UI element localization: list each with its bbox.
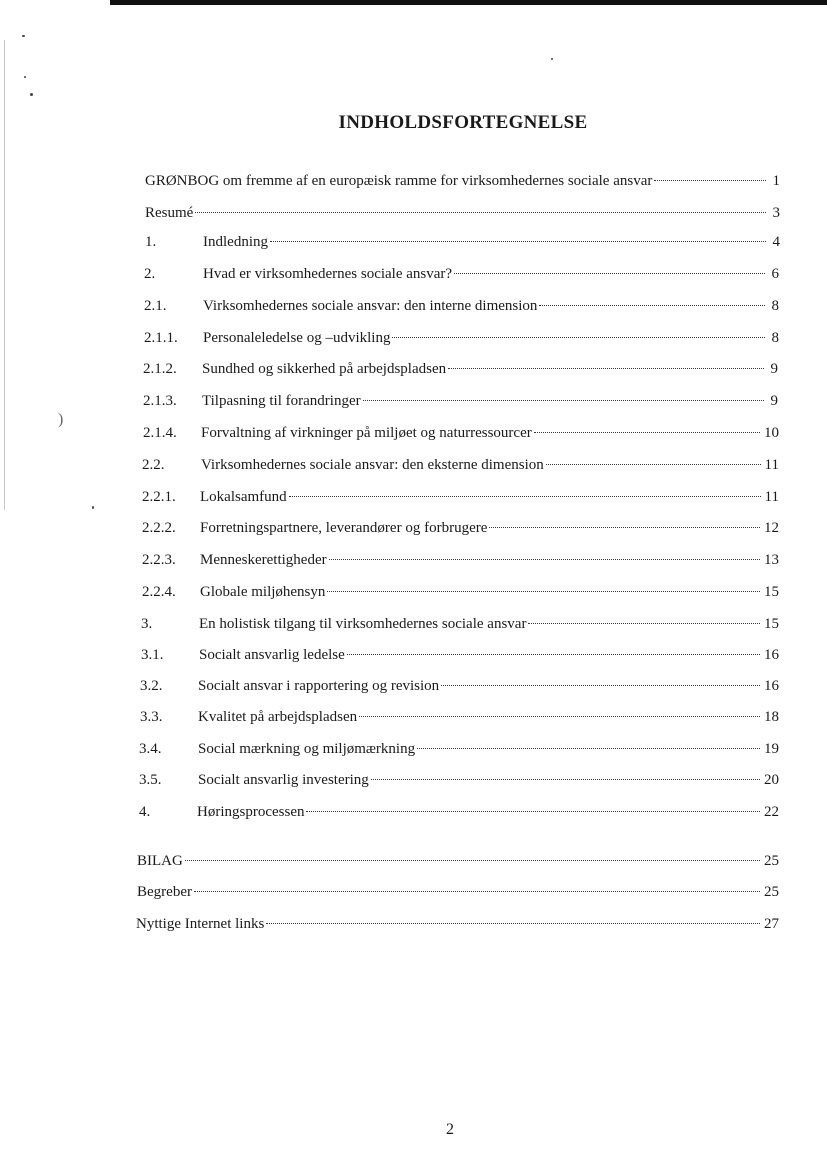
toc-entry-title: Hvad er virksomhedernes sociale ansvar? xyxy=(203,266,453,282)
toc-leader-dots xyxy=(534,431,760,433)
scan-margin-line xyxy=(4,40,5,510)
toc-page-number: 25 xyxy=(764,853,779,869)
scan-speck xyxy=(551,58,553,60)
toc-entry-title: Personaleledelse og –udvikling xyxy=(203,330,391,346)
toc-leader-dots xyxy=(266,922,760,924)
toc-leader-dots xyxy=(359,715,760,717)
toc-entry-title: Forretningspartnere, leverandører og forbrugere xyxy=(200,520,488,536)
toc-page-number: 15 xyxy=(764,584,779,600)
toc-entry-title: Kvalitet på arbejdspladsen xyxy=(198,709,358,725)
toc-page-number: 4 xyxy=(772,234,780,250)
toc-entry-title: Begreber xyxy=(137,884,192,900)
scan-speck xyxy=(22,35,25,37)
toc-page-number: 25 xyxy=(764,884,779,900)
toc-page-number: 12 xyxy=(764,520,779,536)
toc-leader-dots xyxy=(289,495,761,497)
toc-page-number: 19 xyxy=(764,741,779,757)
toc-entry xyxy=(142,520,779,537)
toc-entry-number: 2.2.2. xyxy=(142,520,176,536)
toc-entry xyxy=(142,457,779,474)
toc-page-number: 8 xyxy=(771,298,779,314)
toc-entry xyxy=(140,709,779,726)
toc-entry-title: Lokalsamfund xyxy=(200,489,287,505)
scan-speck xyxy=(92,506,94,509)
toc-entry-title: Virksomhedernes sociale ansvar: den eksterne dimension xyxy=(201,457,544,473)
toc-leader-dots xyxy=(270,240,766,242)
toc-entry-title: Social mærkning og miljømærkning xyxy=(198,741,416,757)
toc-leader-dots xyxy=(441,684,760,686)
toc-entry-number: 2.1. xyxy=(144,298,167,314)
scan-edge-bar xyxy=(110,0,827,5)
toc-entry xyxy=(141,616,779,633)
toc-leader-dots xyxy=(454,272,765,274)
toc-leader-dots xyxy=(194,890,760,892)
toc-entry-number: 4. xyxy=(139,804,151,820)
toc-entry-number: 2.2.4. xyxy=(142,584,176,600)
toc-leader-dots xyxy=(195,211,766,213)
toc-entry xyxy=(137,853,779,870)
toc-entry-title: Forvaltning af virkninger på miljøet og naturressourcer xyxy=(201,425,532,441)
toc-entry xyxy=(144,330,779,347)
toc-page-number: 13 xyxy=(764,552,779,568)
page-number: 2 xyxy=(446,1121,454,1138)
toc-page-number: 20 xyxy=(764,772,779,788)
toc-leader-dots xyxy=(185,859,760,861)
toc-entry-title: Virksomhedernes sociale ansvar: den interne dimension xyxy=(203,298,538,314)
toc-page-number: 11 xyxy=(764,457,779,473)
toc-leader-dots xyxy=(371,778,760,780)
toc-leader-dots xyxy=(539,304,765,306)
toc-page-number: 9 xyxy=(770,393,778,409)
toc-leader-dots xyxy=(306,810,760,812)
toc-entry-title: GRØNBOG om fremme af en europæisk ramme for virksomhedernes sociale ansvar xyxy=(145,173,653,189)
toc-entry-title: En holistisk tilgang til virksomhedernes sociale ansvar xyxy=(199,616,527,632)
toc-entry-title: Globale miljøhensyn xyxy=(200,584,326,600)
toc-page-number: 10 xyxy=(764,425,779,441)
toc-entry-number: 2. xyxy=(144,266,156,282)
toc-leader-dots xyxy=(329,558,760,560)
toc-page-number: 9 xyxy=(770,361,778,377)
toc-page-number: 15 xyxy=(764,616,779,632)
toc-entry-number: 3.2. xyxy=(140,678,163,694)
toc-page-number: 6 xyxy=(771,266,779,282)
toc-leader-dots xyxy=(546,463,761,465)
toc-entry-number: 2.1.1. xyxy=(144,330,178,346)
toc-leader-dots xyxy=(327,590,760,592)
toc-page-number: 3 xyxy=(772,205,780,221)
toc-leader-dots xyxy=(392,336,765,338)
toc-page-number: 27 xyxy=(764,916,779,932)
toc-leader-dots xyxy=(489,526,760,528)
toc-entry xyxy=(142,552,779,569)
toc-entry xyxy=(143,393,778,410)
toc-entry-number: 3.5. xyxy=(139,772,162,788)
toc-leader-dots xyxy=(654,179,766,181)
toc-entry xyxy=(143,361,778,378)
toc-entry xyxy=(143,425,779,442)
toc-entry-title: Nyttige Internet links xyxy=(136,916,265,932)
toc-entry-number: 2.1.4. xyxy=(143,425,177,441)
toc-entry xyxy=(137,884,779,901)
toc-entry-title: BILAG xyxy=(137,853,183,869)
toc-entry xyxy=(141,647,779,664)
page-title: INDHOLDSFORTEGNELSE xyxy=(338,112,588,133)
toc-leader-dots xyxy=(347,653,760,655)
toc-entry-number: 2.1.3. xyxy=(143,393,177,409)
toc-entry-number: 3. xyxy=(141,616,153,632)
toc-entry xyxy=(139,741,779,758)
toc-entry xyxy=(144,298,779,315)
scan-speck xyxy=(30,93,33,96)
toc-entry xyxy=(142,584,779,601)
toc-entry-number: 2.1.2. xyxy=(143,361,177,377)
toc-entry xyxy=(140,678,779,695)
toc-leader-dots xyxy=(448,367,764,369)
toc-page-number: 22 xyxy=(764,804,779,820)
toc-entry xyxy=(139,772,779,789)
toc-entry-title: Socialt ansvarlig ledelse xyxy=(199,647,345,663)
toc-page-number: 16 xyxy=(764,647,779,663)
toc-leader-dots xyxy=(363,399,764,401)
toc-entry xyxy=(139,804,779,821)
toc-entry-title: Menneskerettigheder xyxy=(200,552,327,568)
toc-entry-title: Høringsprocessen xyxy=(197,804,305,820)
toc-page-number: 18 xyxy=(764,709,779,725)
toc-page-number: 11 xyxy=(764,489,779,505)
toc-entry xyxy=(145,173,780,190)
toc-entry-number: 2.2. xyxy=(142,457,165,473)
toc-entry xyxy=(145,234,780,251)
toc-entry-title: Socialt ansvarlig investering xyxy=(198,772,369,788)
toc-entry xyxy=(145,205,780,222)
toc-entry-number: 3.3. xyxy=(140,709,163,725)
toc-entry-number: 2.2.1. xyxy=(142,489,176,505)
toc-leader-dots xyxy=(528,622,760,624)
toc-entry-number: 1. xyxy=(145,234,157,250)
toc-entry-title: Indledning xyxy=(203,234,268,250)
toc-entry-number: 3.1. xyxy=(141,647,164,663)
toc-entry-title: Resumé xyxy=(145,205,194,221)
toc-entry-number: 3.4. xyxy=(139,741,162,757)
toc-page-number: 16 xyxy=(764,678,779,694)
toc-entry xyxy=(144,266,779,283)
toc-entry-title: Tilpasning til forandringer xyxy=(202,393,361,409)
toc-page-number: 8 xyxy=(771,330,779,346)
margin-mark: ) xyxy=(58,411,64,428)
scan-speck xyxy=(24,76,26,78)
toc-entry-title: Socialt ansvar i rapportering og revision xyxy=(198,678,440,694)
toc-leader-dots xyxy=(417,747,760,749)
toc-page-number: 1 xyxy=(772,173,780,189)
toc-entry xyxy=(142,489,779,506)
toc-entry-number: 2.2.3. xyxy=(142,552,176,568)
toc-entry-title: Sundhed og sikkerhed på arbejdspladsen xyxy=(202,361,447,377)
toc-entry xyxy=(136,916,779,933)
